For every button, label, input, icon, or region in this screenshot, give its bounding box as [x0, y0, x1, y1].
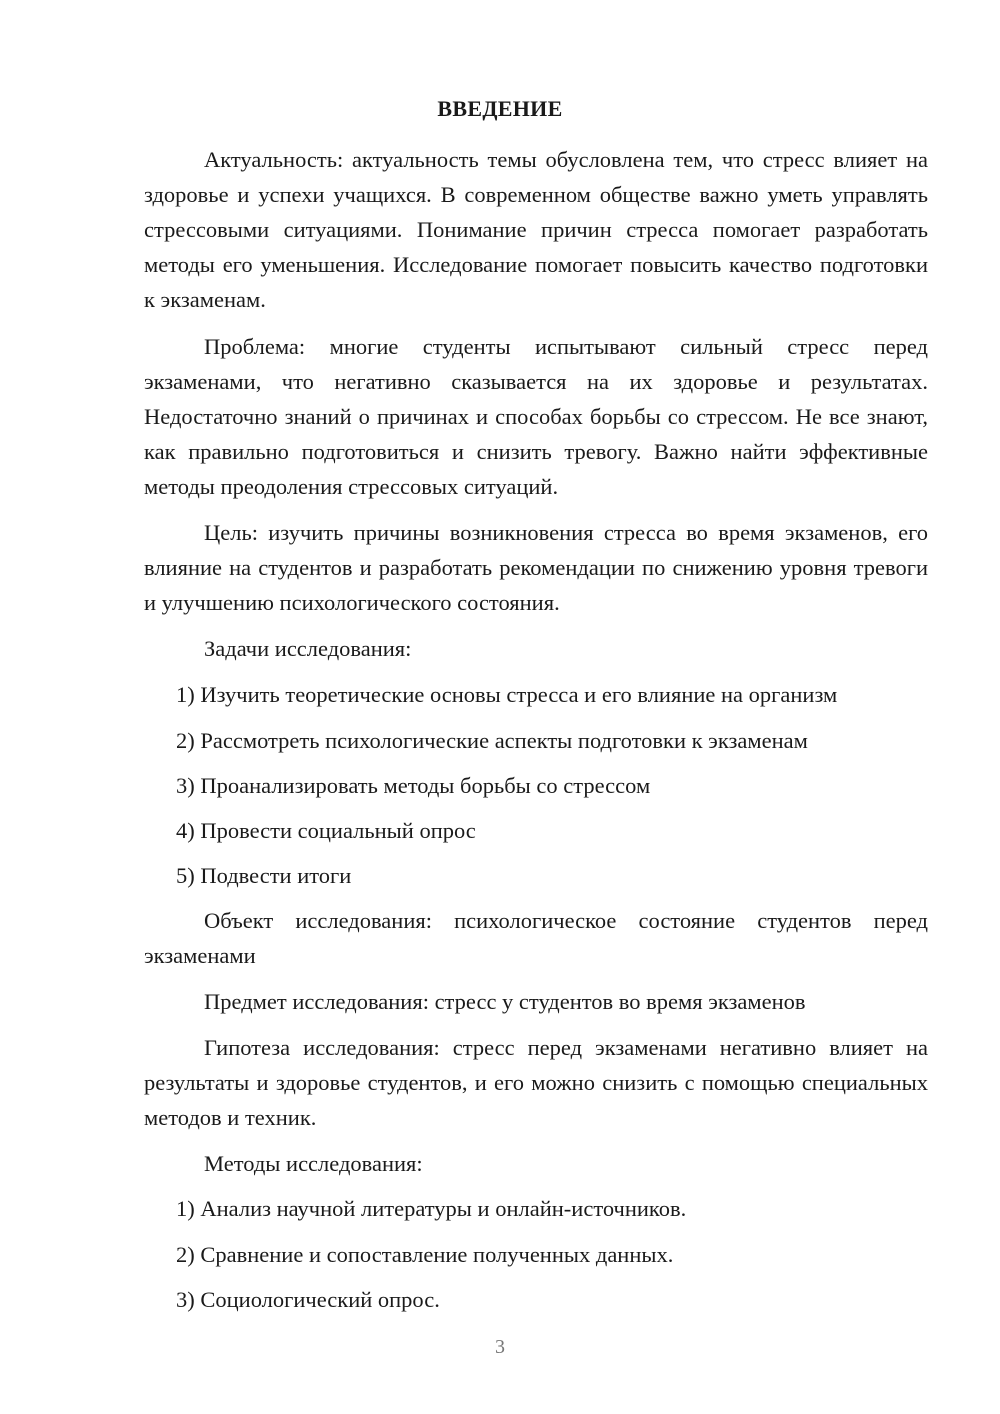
subject-paragraph: Предмет исследования: стресс у студентов во время экзаменов: [204, 989, 806, 1014]
tasks-item-4-block: [144, 813, 928, 848]
object-paragraph: Объект исследования: психологическое состояние студентов перед экзаменами: [144, 908, 928, 968]
object-section: [144, 903, 928, 973]
tasks-item-1-block: [144, 677, 928, 712]
methods-item-2-block: [144, 1237, 928, 1272]
relevance-section: [144, 142, 928, 317]
list-item: 3) Социологический опрос.: [176, 1287, 440, 1312]
relevance-paragraph: Актуальность: актуальность темы обусловлена тем, что стресс влияет на здоровье и успехи учащихся. В современном обществе важно уметь управлять стрессовыми ситуациями. Понимание причин стресса помогает разработать методы его уменьшения. Исследование помогает повысить качество подготовки к экзаменам.: [144, 147, 928, 312]
tasks-item-5-block: [144, 858, 928, 893]
goal-paragraph: Цель: изучить причины возникновения стресса во время экзаменов, его влияние на студентов и разработать рекомендации по снижению уровня тревоги и улучшению психологического состояния.: [144, 520, 928, 615]
page-title: ВВЕДЕНИЕ: [437, 96, 563, 121]
list-item: 1) Изучить теоретические основы стресса и его влияние на организм: [176, 682, 838, 707]
hypothesis-section: [144, 1030, 928, 1135]
tasks-heading: Задачи исследования:: [204, 636, 412, 661]
list-item: 2) Рассмотреть психологические аспекты подготовки к экзаменам: [176, 728, 808, 753]
subject-section: [144, 984, 928, 1019]
tasks-heading-block: [144, 631, 928, 666]
problem-paragraph: Проблема: многие студенты испытывают сильный стресс перед экзаменами, что негативно сказывается на их здоровье и результатах. Недостаточно знаний о причинах и способах борьбы со стрессом. Не все знают, как правильно подготовиться и снизить тревогу. Важно найти эффективные методы преодоления стрессовых ситуаций.: [144, 334, 928, 499]
list-item: 1) Анализ научной литературы и онлайн-источников.: [176, 1196, 687, 1221]
methods-item-3-block: [144, 1282, 928, 1317]
problem-section: [144, 329, 928, 504]
tasks-item-2-block: [144, 723, 928, 758]
methods-item-1-block: [144, 1191, 928, 1226]
list-item: 4) Провести социальный опрос: [176, 818, 476, 843]
list-item: 2) Сравнение и сопоставление полученных данных.: [176, 1242, 674, 1267]
list-item: 5) Подвести итоги: [176, 863, 352, 888]
goal-section: [144, 515, 928, 620]
list-item: 3) Проанализировать методы борьбы со стрессом: [176, 773, 651, 798]
methods-heading: Методы исследования:: [204, 1151, 423, 1176]
page-number: 3: [495, 1336, 505, 1358]
tasks-item-3-block: [144, 768, 928, 803]
hypothesis-paragraph: Гипотеза исследования: стресс перед экзаменами негативно влияет на результаты и здоровье студентов, и его можно снизить с помощью специальных методов и техник.: [144, 1035, 928, 1130]
methods-heading-block: [144, 1146, 928, 1181]
